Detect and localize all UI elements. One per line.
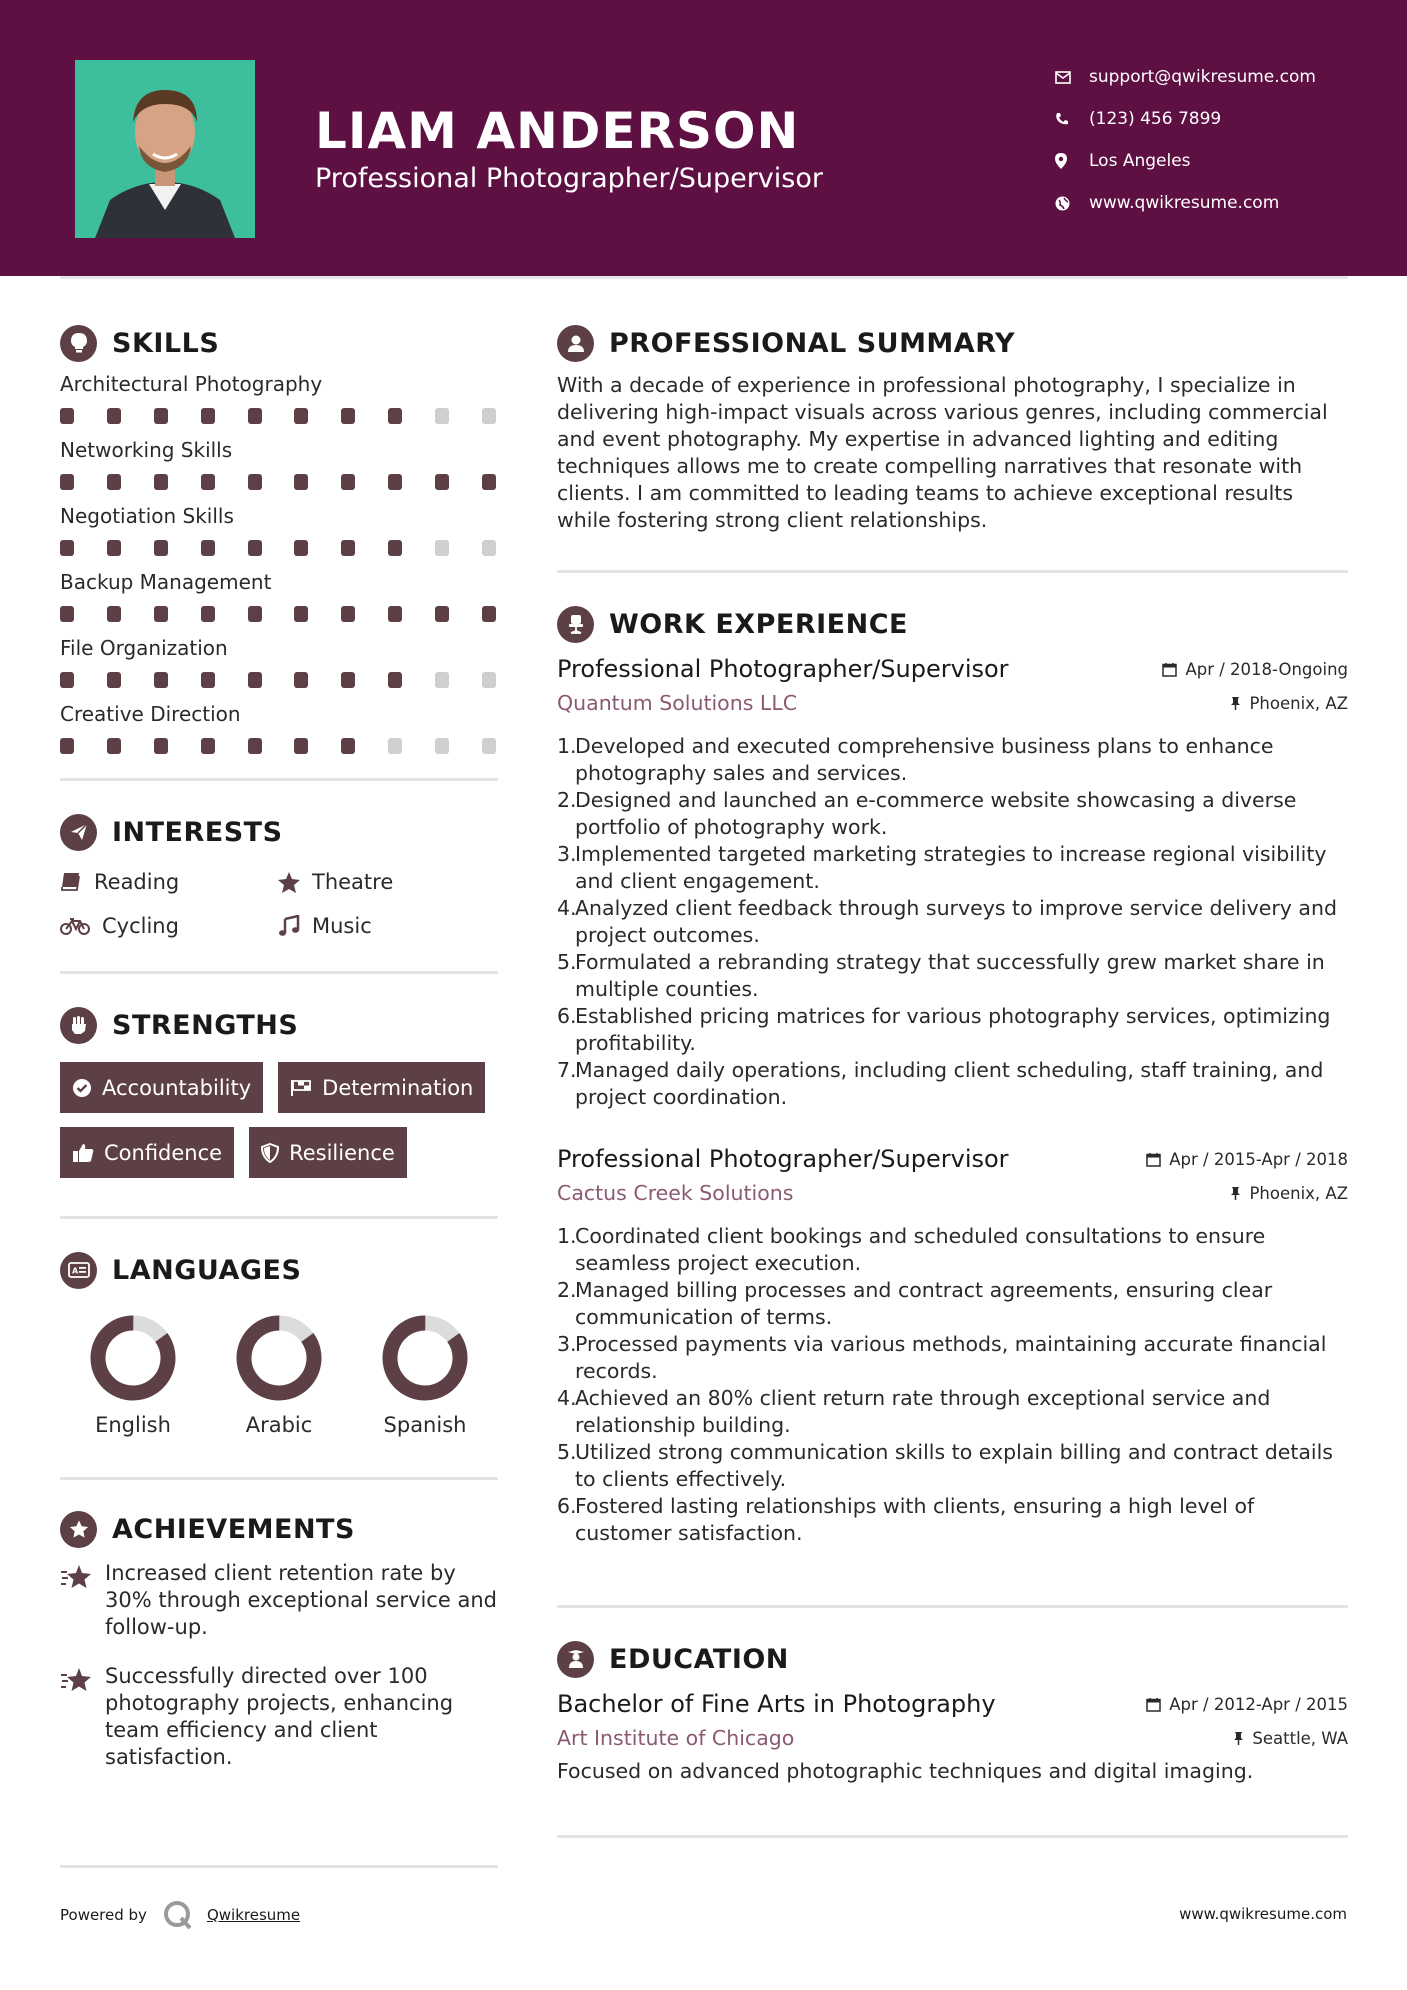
job-bullet xyxy=(557,949,1348,1003)
skill-dot xyxy=(388,606,402,622)
skill-dot xyxy=(60,540,74,556)
right-column xyxy=(557,320,1348,1838)
skills-heading xyxy=(60,320,498,366)
skill-dot xyxy=(388,408,402,424)
interest-music xyxy=(278,911,496,941)
skill-dot xyxy=(435,606,449,622)
language-ring-fill xyxy=(236,1315,322,1401)
skill-rating xyxy=(60,540,498,556)
bullet-text: Fostered lasting relationships with clients, ensuring a high level of customer satisfaction. xyxy=(575,1494,1255,1545)
education-title: EDUCATION xyxy=(609,1643,789,1675)
lightbulb-icon xyxy=(60,325,97,362)
education-heading xyxy=(557,1636,1348,1682)
skill-rating xyxy=(60,672,498,688)
skill-dot xyxy=(154,408,168,424)
language-label: English xyxy=(95,1413,171,1437)
skill-dot xyxy=(201,672,215,688)
candidate-name: LIAM ANDERSON xyxy=(315,102,800,160)
contact-phone[interactable] xyxy=(1055,98,1385,140)
interests-title: INTERESTS xyxy=(112,816,283,848)
job-bullet xyxy=(557,1331,1348,1385)
job-date xyxy=(1162,660,1348,679)
bullet-text: Managed billing processes and contract agreements, ensuring clear communication of terms. xyxy=(575,1278,1273,1329)
job-date-text: Apr / 2018-Ongoing xyxy=(1185,660,1348,679)
left-column xyxy=(60,320,498,1771)
shield-icon xyxy=(261,1143,279,1163)
powered-by-text: Powered by xyxy=(60,1906,147,1924)
calendar-icon xyxy=(1146,1152,1161,1167)
skill-name: Networking Skills xyxy=(60,438,233,462)
skill-dot xyxy=(248,408,262,424)
pushpin-icon xyxy=(1230,696,1241,711)
skill-dot xyxy=(201,408,215,424)
skill-dot xyxy=(107,738,121,754)
bullet-number: 3. xyxy=(557,842,577,866)
skill-dot xyxy=(435,738,449,754)
strength-label: Determination xyxy=(322,1075,474,1100)
calendar-icon xyxy=(1146,1697,1161,1712)
skill-dot xyxy=(248,606,262,622)
skill-dot xyxy=(482,606,496,622)
strengths-heading xyxy=(60,1002,498,1048)
experience-heading xyxy=(557,601,1348,647)
skill-dot xyxy=(435,540,449,556)
skill-dot xyxy=(388,540,402,556)
achievement-text: Increased client retention rate by 30% through exceptional service and follow-up. xyxy=(105,1561,497,1639)
section-divider xyxy=(60,1477,498,1480)
language-card-icon xyxy=(60,1252,97,1289)
education-entry xyxy=(557,1690,1348,1785)
contact-email-text: support@qwikresume.com xyxy=(1089,67,1316,87)
strength-label: Resilience xyxy=(289,1140,395,1165)
qwikresume-link[interactable]: Qwikresume xyxy=(206,1906,301,1924)
languages-title: LANGUAGES xyxy=(112,1254,302,1286)
check-circle-icon xyxy=(72,1078,92,1098)
qwikresume-logo-icon xyxy=(161,1898,195,1932)
skill-dot xyxy=(60,474,74,490)
bullet-number: 5. xyxy=(557,1440,577,1464)
job-bullet xyxy=(557,1439,1348,1493)
skill-dot xyxy=(248,474,262,490)
education-date xyxy=(1146,1695,1348,1714)
interests-heading xyxy=(60,809,498,855)
job-entry xyxy=(557,1145,1348,1547)
star-sparkle-icon xyxy=(60,1663,105,1771)
interest-label: Reading xyxy=(94,870,180,894)
svg-text:A: A xyxy=(71,1266,78,1276)
skill-dot xyxy=(341,672,355,688)
bullet-text: Processed payments via various methods, maintaining accurate financial records. xyxy=(575,1332,1327,1383)
calendar-icon xyxy=(1162,662,1177,677)
job-date-text: Apr / 2015-Apr / 2018 xyxy=(1169,1150,1348,1169)
summary-title: PROFESSIONAL SUMMARY xyxy=(609,327,1016,359)
bullet-text: Achieved an 80% client return rate through exceptional service and relationship building. xyxy=(575,1386,1271,1437)
job-bullet xyxy=(557,895,1348,949)
job-entry xyxy=(557,655,1348,1111)
strength-accountability xyxy=(60,1062,263,1113)
pushpin-icon xyxy=(1230,1186,1241,1201)
section-divider xyxy=(557,1605,1348,1608)
job-bullet xyxy=(557,1277,1348,1331)
bullet-text: Analyzed client feedback through surveys to improve service delivery and project outcomes. xyxy=(575,896,1337,947)
skill-dot xyxy=(294,672,308,688)
skill-rating xyxy=(60,408,498,424)
job-bullet xyxy=(557,1003,1348,1057)
header-divider xyxy=(60,276,1348,279)
skill-dot xyxy=(482,738,496,754)
graduate-icon xyxy=(557,1641,594,1678)
company-name: Quantum Solutions LLC xyxy=(557,691,798,715)
contact-location xyxy=(1055,140,1385,182)
envelope-icon xyxy=(1055,71,1089,84)
skill-dot xyxy=(107,672,121,688)
language-label: Arabic xyxy=(245,1413,313,1437)
phone-icon xyxy=(1055,112,1089,126)
skill-dot xyxy=(107,474,121,490)
skill-dot xyxy=(482,672,496,688)
education-location xyxy=(1233,1729,1348,1748)
skill-dot xyxy=(201,738,215,754)
language-level-ring xyxy=(236,1315,322,1401)
job-bullets xyxy=(557,733,1348,1111)
strength-resilience xyxy=(249,1127,407,1178)
bullet-number: 6. xyxy=(557,1494,577,1518)
interests-list xyxy=(60,867,498,941)
bullet-number: 6. xyxy=(557,1004,577,1028)
interest-cycling xyxy=(60,911,278,941)
bicycle-icon xyxy=(60,916,90,936)
skill-dot xyxy=(248,540,262,556)
globe-icon xyxy=(1055,196,1089,211)
bullet-number: 1. xyxy=(557,734,577,758)
language-ring-fill xyxy=(382,1315,468,1401)
achievement-text: Successfully directed over 100 photography projects, enhancing team efficiency and client satisfaction. xyxy=(105,1664,454,1769)
skill-dot xyxy=(294,540,308,556)
skill-dot xyxy=(294,606,308,622)
pushpin-icon xyxy=(1233,1731,1244,1746)
skill-dot xyxy=(388,474,402,490)
office-chair-icon xyxy=(557,606,594,643)
footer-url[interactable]: www.qwikresume.com xyxy=(1179,1905,1347,1923)
contact-email[interactable] xyxy=(1055,56,1385,98)
skill-dot xyxy=(248,738,262,754)
interest-label: Theatre xyxy=(312,870,394,894)
music-note-icon xyxy=(278,915,300,937)
skills-title: SKILLS xyxy=(112,327,220,359)
skill-dot xyxy=(294,474,308,490)
job-date xyxy=(1146,1150,1348,1169)
skill-dot xyxy=(341,408,355,424)
fist-icon xyxy=(60,1007,97,1044)
section-divider xyxy=(557,570,1348,573)
skill-dot xyxy=(154,738,168,754)
skill-dot xyxy=(341,474,355,490)
experience-title: WORK EXPERIENCE xyxy=(609,608,908,640)
powered-by xyxy=(60,1898,300,1932)
interest-label: Music xyxy=(312,914,372,938)
contact-phone-text: (123) 456 7899 xyxy=(1089,109,1222,129)
job-bullet xyxy=(557,1223,1348,1277)
paper-plane-icon xyxy=(60,814,97,851)
languages-list xyxy=(60,1315,498,1437)
interest-label: Cycling xyxy=(102,914,179,938)
skill-name: File Organization xyxy=(60,636,228,660)
language-english xyxy=(60,1315,206,1437)
education-description: Focused on advanced photographic techniques and digital imaging. xyxy=(557,1759,1254,1783)
bullet-number: 7. xyxy=(557,1058,577,1082)
language-level-ring xyxy=(90,1315,176,1401)
section-divider xyxy=(60,778,498,781)
skill-rating xyxy=(60,606,498,622)
candidate-title: Professional Photographer/Supervisor xyxy=(315,163,823,194)
section-divider xyxy=(60,971,498,974)
strength-determination xyxy=(278,1062,485,1113)
skills-list xyxy=(60,372,498,754)
skill-dot xyxy=(388,738,402,754)
section-divider xyxy=(60,1216,498,1219)
language-ring-fill xyxy=(90,1315,176,1401)
bullet-number: 4. xyxy=(557,1386,577,1410)
skill-dot xyxy=(341,738,355,754)
interest-reading xyxy=(60,867,278,897)
job-bullets xyxy=(557,1223,1348,1547)
skill-rating xyxy=(60,474,498,490)
achievement-item xyxy=(60,1560,498,1641)
job-bullet xyxy=(557,841,1348,895)
skill-dot xyxy=(201,606,215,622)
bullet-number: 5. xyxy=(557,950,577,974)
job-location xyxy=(1230,1184,1348,1203)
skill-dot xyxy=(435,408,449,424)
strength-confidence xyxy=(60,1127,234,1178)
star-badge-icon xyxy=(60,1511,97,1548)
strengths-list xyxy=(60,1062,498,1178)
skill-name: Backup Management xyxy=(60,570,272,594)
strength-label: Confidence xyxy=(104,1140,223,1165)
achievements-heading xyxy=(60,1506,498,1552)
skill-dot xyxy=(341,540,355,556)
thumbs-up-icon xyxy=(72,1143,94,1163)
achievements-title: ACHIEVEMENTS xyxy=(112,1513,355,1545)
user-icon xyxy=(557,325,594,362)
contact-website-text: www.qwikresume.com xyxy=(1089,193,1280,213)
skill-dot xyxy=(60,408,74,424)
bullet-number: 4. xyxy=(557,896,577,920)
skill-name: Negotiation Skills xyxy=(60,504,234,528)
languages-heading xyxy=(60,1247,498,1293)
skill-dot xyxy=(482,474,496,490)
bullet-number: 2. xyxy=(557,1278,577,1302)
skill-dot xyxy=(201,540,215,556)
star-icon xyxy=(278,872,300,893)
education-date-text: Apr / 2012-Apr / 2015 xyxy=(1169,1695,1348,1714)
skill-dot xyxy=(107,540,121,556)
strength-label: Accountability xyxy=(102,1075,252,1100)
language-arabic xyxy=(206,1315,352,1437)
language-spanish xyxy=(352,1315,498,1437)
bullet-text: Managed daily operations, including client scheduling, staff training, and project coordination. xyxy=(575,1058,1324,1109)
strengths-title: STRENGTHS xyxy=(112,1009,299,1041)
skill-dot xyxy=(294,738,308,754)
skill-dot xyxy=(60,738,74,754)
skill-dot xyxy=(201,474,215,490)
bullet-number: 3. xyxy=(557,1332,577,1356)
job-bullet xyxy=(557,1385,1348,1439)
skill-rating xyxy=(60,738,498,754)
bullet-text: Formulated a rebranding strategy that successfully grew market share in multiple counties. xyxy=(575,950,1325,1001)
skill-dot xyxy=(107,606,121,622)
skill-dot xyxy=(60,606,74,622)
language-level-ring xyxy=(382,1315,468,1401)
achievement-item xyxy=(60,1663,498,1771)
skill-dot xyxy=(482,540,496,556)
skill-dot xyxy=(154,474,168,490)
skill-dot xyxy=(107,408,121,424)
skill-dot xyxy=(294,408,308,424)
contact-website[interactable] xyxy=(1055,182,1385,224)
skill-name: Creative Direction xyxy=(60,702,241,726)
job-location-text: Phoenix, AZ xyxy=(1249,693,1348,713)
skill-dot xyxy=(154,540,168,556)
job-location xyxy=(1230,694,1348,713)
degree-title: Bachelor of Fine Arts in Photography xyxy=(557,1690,996,1718)
bullet-text: Implemented targeted marketing strategies to increase regional visibility and client engagement. xyxy=(575,842,1327,893)
skill-dot xyxy=(388,672,402,688)
map-pin-icon xyxy=(1055,153,1089,169)
skill-dot xyxy=(435,474,449,490)
skill-dot xyxy=(248,672,262,688)
contact-list xyxy=(1055,56,1385,224)
summary-heading xyxy=(557,320,1348,366)
bullet-text: Utilized strong communication skills to explain billing and contract details to clients effectively. xyxy=(575,1440,1333,1491)
bullet-text: Established pricing matrices for various photography services, optimizing profitability. xyxy=(575,1004,1331,1055)
job-bullet xyxy=(557,1493,1348,1547)
section-divider xyxy=(557,1835,1348,1838)
summary-text: With a decade of experience in professional photography, I specialize in delivering high-impact visuals across various genres, including commercial and event photography. My expertise in advanced lighting and editing techniques allows me to create compelling narratives that resonate with clients. I am committed to leading teams to achieve exceptional results while fostering strong client relationships. xyxy=(557,373,1328,532)
bullet-number: 1. xyxy=(557,1224,577,1248)
school-name: Art Institute of Chicago xyxy=(557,1726,795,1750)
flag-icon xyxy=(290,1079,312,1097)
footer-divider xyxy=(60,1865,498,1868)
job-title: Professional Photographer/Supervisor xyxy=(557,1145,1009,1173)
company-name: Cactus Creek Solutions xyxy=(557,1181,794,1205)
job-title: Professional Photographer/Supervisor xyxy=(557,655,1009,683)
skill-dot xyxy=(60,672,74,688)
job-bullet xyxy=(557,1057,1348,1111)
skill-name: Architectural Photography xyxy=(60,372,323,396)
skill-dot xyxy=(341,606,355,622)
job-location-text: Phoenix, AZ xyxy=(1249,1183,1348,1203)
skill-dot xyxy=(154,606,168,622)
bullet-text: Designed and launched an e-commerce website showcasing a diverse portfolio of photography work. xyxy=(575,788,1297,839)
bullet-text: Coordinated client bookings and scheduled consultations to ensure seamless project execution. xyxy=(575,1224,1266,1275)
profile-photo xyxy=(75,60,255,238)
book-icon xyxy=(60,872,82,892)
star-sparkle-icon xyxy=(60,1560,105,1641)
skill-dot xyxy=(154,672,168,688)
job-bullet xyxy=(557,733,1348,787)
bullet-text: Developed and executed comprehensive business plans to enhance photography sales and services. xyxy=(575,734,1274,785)
language-label: Spanish xyxy=(383,1413,467,1437)
bullet-number: 2. xyxy=(557,788,577,812)
job-bullet xyxy=(557,787,1348,841)
contact-location-text: Los Angeles xyxy=(1089,151,1191,171)
resume-header xyxy=(0,0,1407,276)
interest-theatre xyxy=(278,867,496,897)
education-location-text: Seattle, WA xyxy=(1252,1728,1348,1748)
skill-dot xyxy=(435,672,449,688)
skill-dot xyxy=(482,408,496,424)
